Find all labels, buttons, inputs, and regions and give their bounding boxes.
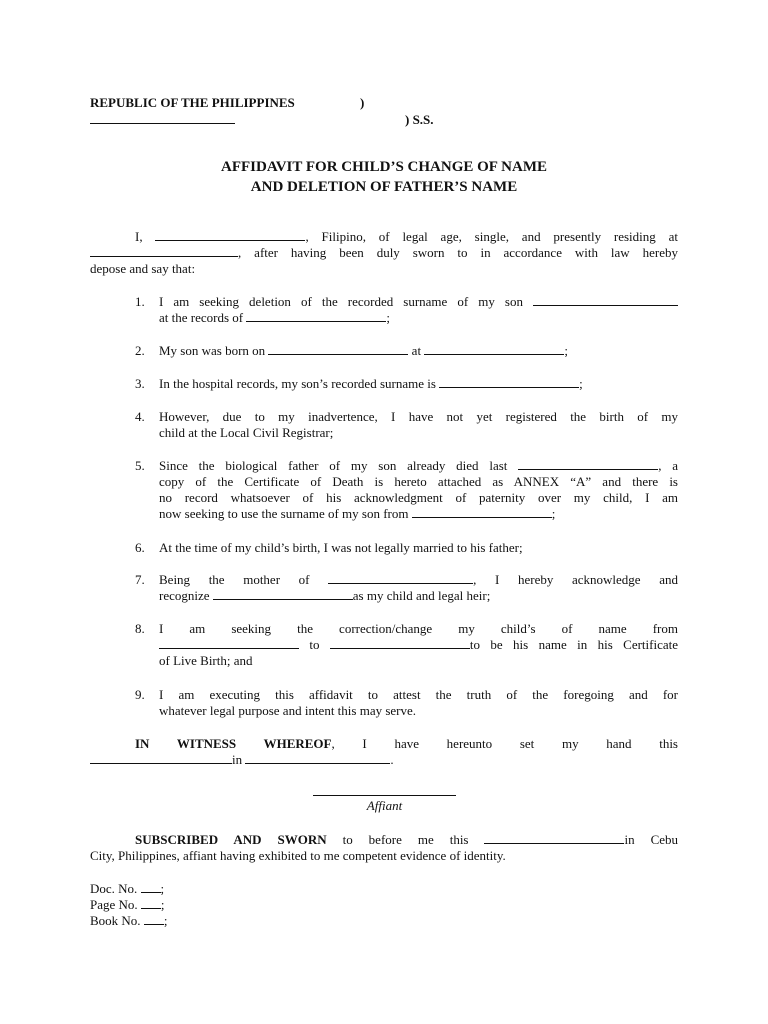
sworn-line-2: City, Philippines, affiant having exhibited to me competent evidence of identity. [90, 848, 506, 863]
intro-line-3: depose and say that: [90, 261, 196, 276]
witness-line-1: IN WITNESS WHEREOF, I have hereunto set my hand this [135, 736, 678, 751]
book-no: Book No. ; [90, 913, 168, 928]
affiant-name-blank [155, 229, 305, 241]
page-no: Page No. ; [90, 897, 165, 912]
republic-heading [90, 95, 295, 111]
affiant-signature-line [313, 795, 456, 796]
title-line-1: AFFIDAVIT FOR CHILD’S CHANGE OF NAME [221, 159, 547, 175]
ss-label: ) S.S. [405, 112, 434, 127]
affiant-label: Affiant [366, 798, 403, 813]
header-paren: ) [360, 95, 365, 110]
title-line-2: AND DELETION OF FATHER’S NAME [250, 179, 518, 195]
affidavit-page: REPUBLIC OF THE PHILIPPINES ) ) S.S. AFFIDAVIT FOR CHILD’S CHANGE OF NAME AND DELETION OF FATHER’S NAME I, , Filipino, of legal age, single, and presently residing at , after having been duly sworn to in accordance with law hereby depose and say that: 1. I am seeking deletion of the recorded surname of my son at the records of ; 2. My son was born on at ; 3. In the hospital records, my son’s recorded surname is ; 4. However, due to my inadvertence, I have not yet registered the birth of my child at the Local Civil Registrar; 5. Since the biological father of my son already died last , a copy of the Certificate of Death is hereto attached as ANNEX “A” and there is no record whatsoever of his acknowledgment of paternity over my child, I am now seeking to use the surname of my son from ; 6. At the time of my child’s birth, I was not legally married to his father; 7. Being the mother of , I hereby acknowledge and recognize as my child and legal heir; 8. I am seeking the correction/change my child’s of name from to to be his name in his Certificate of Live Birth; and 9. I am executing this affidavit to attest the truth of the foregoing and for whatever legal purpose and intent this may serve. IN WITNESS WHEREOF, I have hereunto set my hand this in . Affiant SUBSCRIBED AND SWORN to before me this in Cebu City, Philippines, affiant having exhibited to me competent evidence of identity. Doc. No. ; Page No. ; Book No. ; [0, 0, 768, 1024]
doc-no: Doc. No. ; [90, 881, 165, 896]
intro-line-2: , after having been duly sworn to in accordance with law hereby [90, 245, 678, 261]
sworn-line-1: SUBSCRIBED AND SWORN to before me this in Cebu [135, 832, 679, 847]
republic-text: REPUBLIC OF THE PHILIPPINES [90, 95, 295, 110]
residence-blank [90, 245, 238, 257]
witness-line-2: in . [90, 752, 394, 768]
city-blank-line [90, 112, 235, 128]
intro-line-1: I, , Filipino, of legal age, single, and presently residing at [135, 229, 678, 244]
